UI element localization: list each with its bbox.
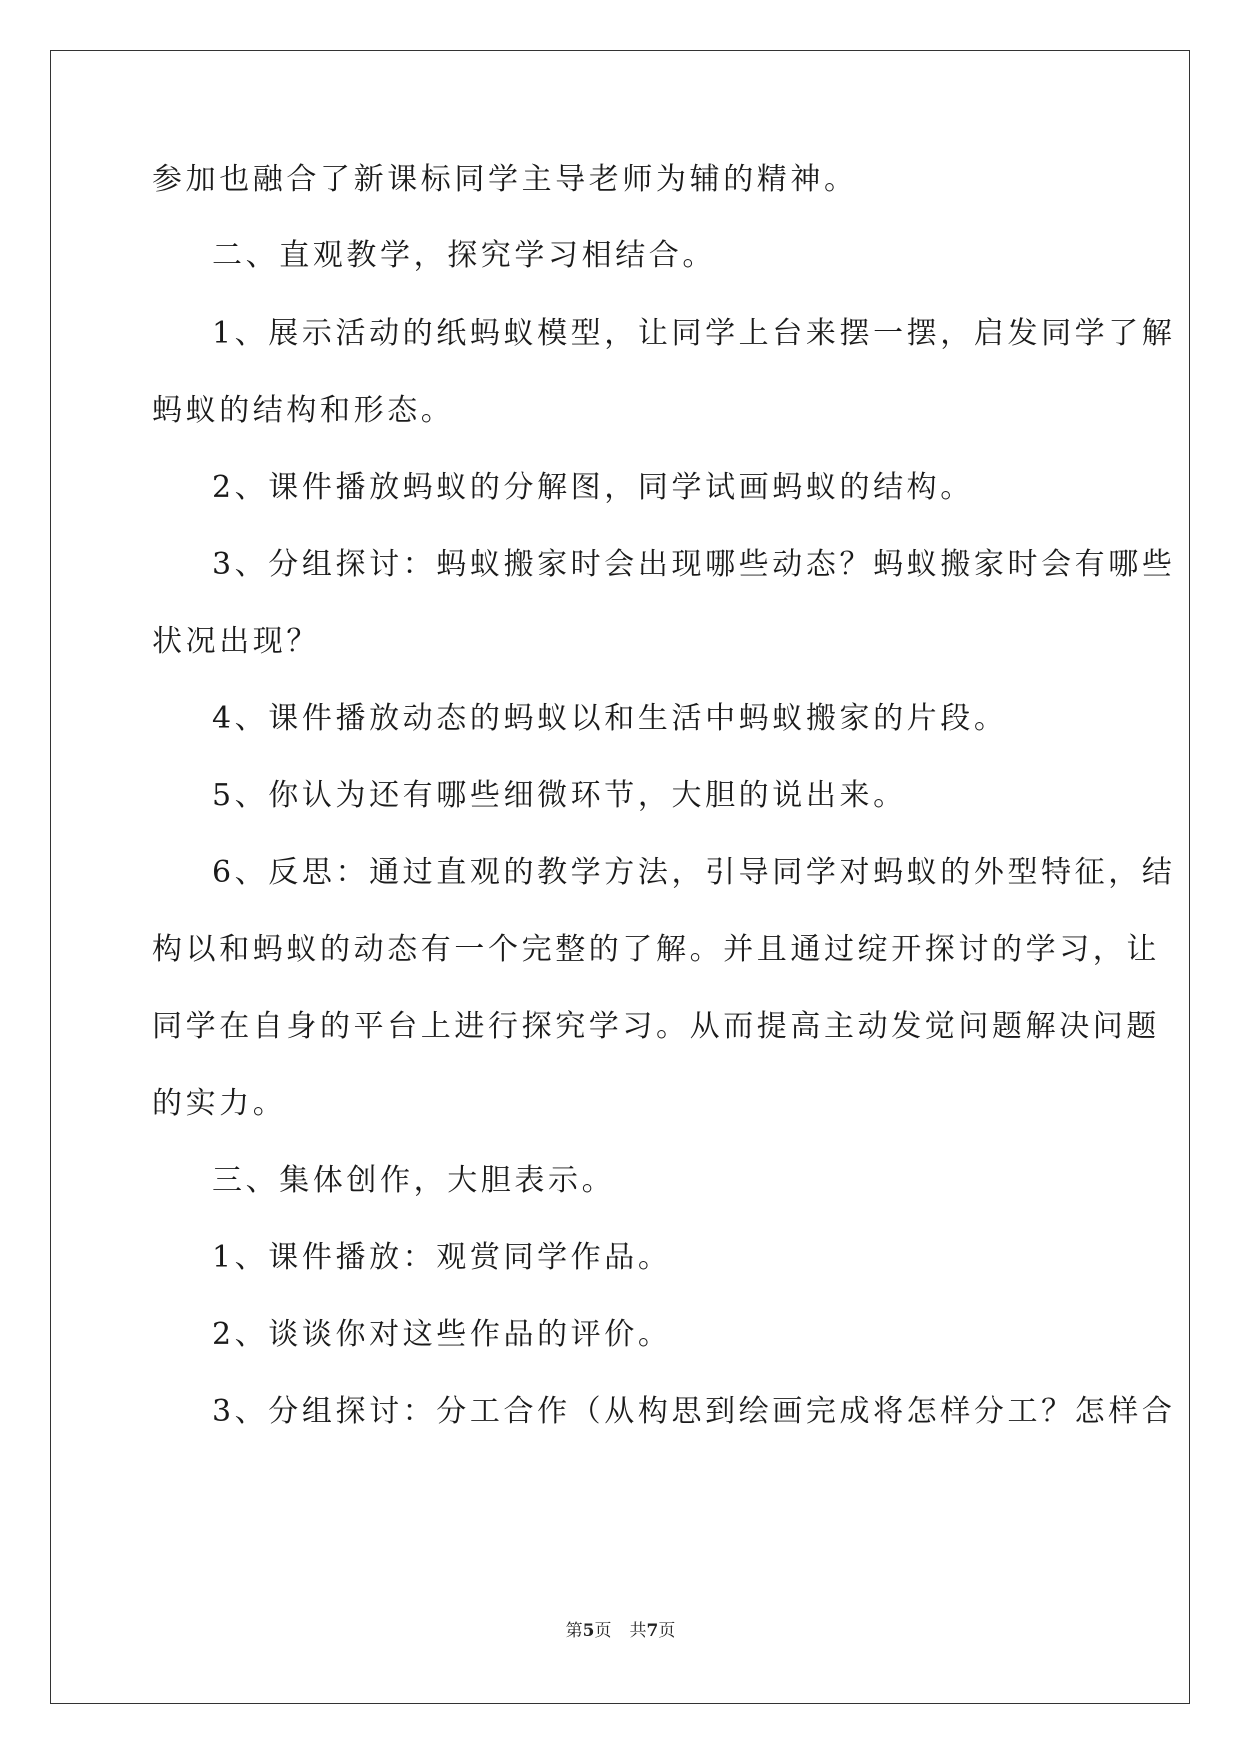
page-footer <box>0 1616 1241 1641</box>
paragraph-line: 3、分组探讨：蚂蚁搬家时会出现哪些动态？蚂蚁搬家时会有哪些 <box>212 547 1176 582</box>
paragraph-line: 同学在自身的平台上进行探究学习。从而提高主动发觉问题解决问题 <box>152 1009 1160 1044</box>
paragraph-line: 5、你认为还有哪些细微环节，大胆的说出来。 <box>212 778 907 813</box>
paragraph-line: 1、课件播放：观赏同学作品。 <box>212 1240 672 1275</box>
paragraph-line: 的实力。 <box>152 1086 287 1121</box>
paragraph-line: 6、反思：通过直观的教学方法，引导同学对蚂蚁的外型特征，结 <box>212 855 1176 890</box>
current-page-number: 5 <box>582 1621 595 1641</box>
paragraph-line: 状况出现？ <box>152 624 320 659</box>
paragraph-line: 2、课件播放蚂蚁的分解图，同学试画蚂蚁的结构。 <box>212 470 974 505</box>
paragraph-line: 2、谈谈你对这些作品的评价。 <box>212 1317 672 1352</box>
paragraph-line: 4、课件播放动态的蚂蚁以和生活中蚂蚁搬家的片段。 <box>212 701 1008 736</box>
section-heading: 三、集体创作，大胆表示。 <box>212 1163 616 1198</box>
total-suffix: 页 <box>658 1621 676 1641</box>
paragraph-line: 构以和蚂蚁的动态有一个完整的了解。并且通过绽开探讨的学习，让 <box>152 932 1160 967</box>
paragraph-line: 蚂蚁的结构和形态。 <box>152 393 455 428</box>
paragraph-line: 参加也融合了新课标同学主导老师为辅的精神。 <box>152 162 858 197</box>
paragraph-line: 1、展示活动的纸蚂蚁模型，让同学上台来摆一摆，启发同学了解 <box>212 316 1176 351</box>
page-prefix: 第 <box>565 1621 583 1641</box>
page-suffix: 页 <box>594 1621 612 1641</box>
paragraph-line: 3、分组探讨：分工合作（从构思到绘画完成将怎样分工？怎样合 <box>212 1394 1176 1429</box>
total-prefix: 共 <box>629 1621 647 1641</box>
total-page-number: 7 <box>646 1621 659 1641</box>
section-heading: 二、直观教学，探究学习相结合。 <box>212 238 716 273</box>
